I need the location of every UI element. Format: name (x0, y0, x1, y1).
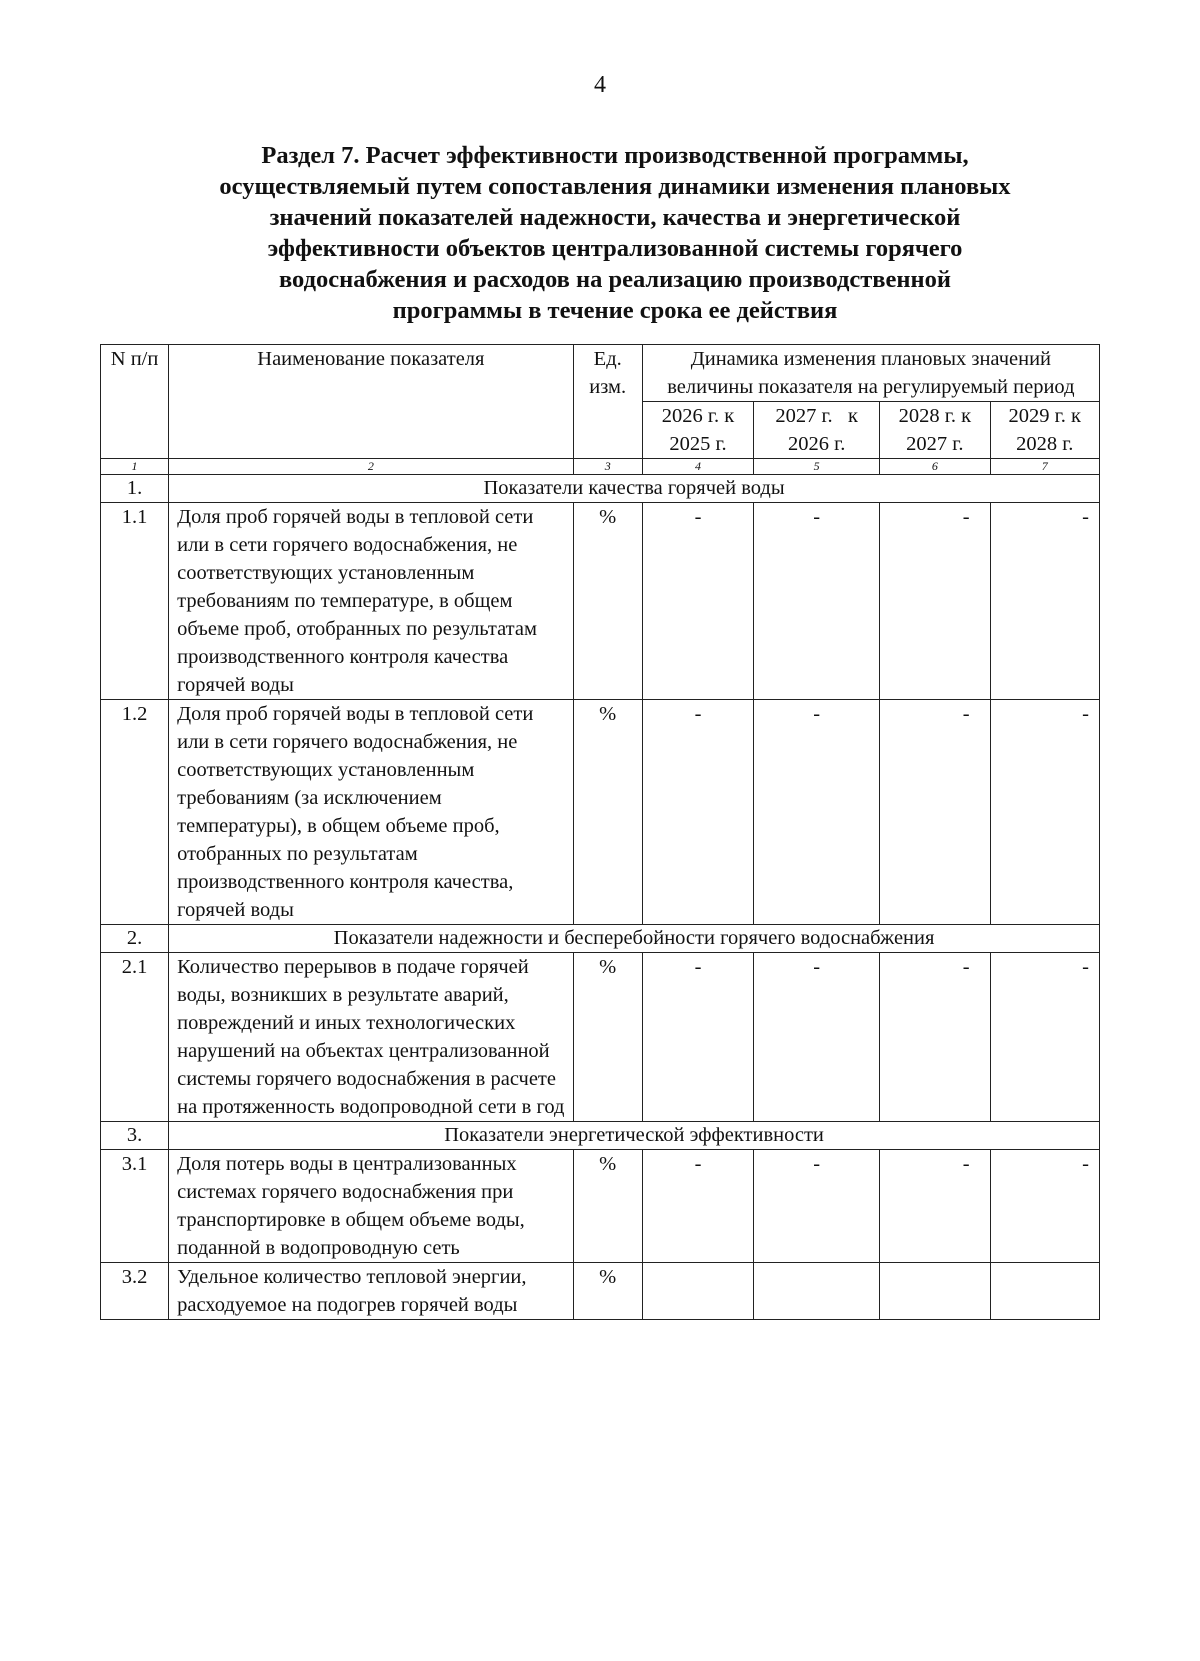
header-unit: Ед. изм. (573, 345, 642, 459)
indicator-value: - (642, 503, 753, 700)
column-numbers-row (101, 459, 1100, 475)
column-number: 3 (573, 459, 642, 475)
indicator-value: - (880, 1150, 990, 1263)
period-line: 2027 г. (906, 433, 964, 455)
indicator-unit: % (573, 700, 642, 925)
period-line: 2026 г. к (661, 405, 735, 427)
group-title: Показатели энергетической эффективности (169, 1122, 1100, 1150)
header-period (642, 402, 753, 459)
indicator-name: Доля потерь воды в централизованных системах горячего водоснабжения при транспортировке в общем объеме воды, поданной в водопроводную сеть (169, 1150, 574, 1263)
indicator-row (101, 953, 1100, 1122)
section-title-line: Раздел 7. Расчет эффективности производственной программы, (261, 142, 969, 169)
indicator-name: Доля проб горячей воды в тепловой сети или в сети горячего водоснабжения, не соответствующих установленным требованиям (за исключением температуры), в общем объеме проб, отобранных по результатам производственного контроля качества, горячей воды (169, 700, 574, 925)
indicators-table (100, 344, 1100, 1320)
indicator-unit: % (573, 1150, 642, 1263)
indicator-row (101, 503, 1100, 700)
column-number: 7 (990, 459, 1099, 475)
section-title-line: программы в течение срока ее действия (392, 297, 838, 324)
indicator-value: - (990, 953, 1099, 1122)
row-num: 1.2 (101, 700, 169, 925)
header-dynamics: Динамика изменения плановых значений величины показателя на регулируемый период (642, 345, 1099, 402)
indicator-name: Удельное количество тепловой энергии, расходуемое на подогрев горячей воды (169, 1263, 574, 1320)
group-num: 2. (101, 925, 169, 953)
indicator-value: - (880, 700, 990, 925)
group-num: 3. (101, 1122, 169, 1150)
indicator-value (880, 1263, 990, 1320)
column-number: 4 (642, 459, 753, 475)
indicator-unit: % (573, 953, 642, 1122)
page-number: 4 (594, 72, 606, 98)
header-num: N п/п (101, 345, 169, 459)
indicator-row (101, 700, 1100, 925)
indicator-row (101, 1263, 1100, 1320)
column-number: 5 (754, 459, 880, 475)
indicator-value (754, 1263, 880, 1320)
row-num: 3.2 (101, 1263, 169, 1320)
indicator-row (101, 1150, 1100, 1263)
group-row (101, 1122, 1100, 1150)
group-title: Показатели качества горячей воды (169, 475, 1100, 503)
indicator-value: - (990, 1150, 1099, 1263)
indicator-name: Количество перерывов в подаче горячей воды, возникших в результате аварий, повреждений и иных технологических нарушений на объектах централизованной системы горячего водоснабжения в расчете на протяженность водопроводной сети в год (169, 953, 574, 1122)
indicator-value: - (880, 503, 990, 700)
group-row (101, 475, 1100, 503)
period-line: 2029 г. к (1008, 405, 1081, 427)
row-num: 3.1 (101, 1150, 169, 1263)
indicator-value: - (990, 503, 1099, 700)
indicator-value: - (990, 700, 1099, 925)
section-title-line: водоснабжения и расходов на реализацию производственной (278, 266, 952, 293)
period-line: 2025 г. (669, 433, 727, 455)
section-title-line: эффективности объектов централизованной системы горячего (267, 235, 963, 262)
group-row (101, 925, 1100, 953)
header-period (754, 402, 880, 459)
period-line: 2026 г. (788, 433, 846, 455)
indicator-value: - (880, 953, 990, 1122)
section-title-line: осуществляемый путем сопоставления динамики изменения плановых (219, 173, 1011, 200)
indicator-unit: % (573, 503, 642, 700)
indicator-value: - (754, 503, 880, 700)
header-name: Наименование показателя (169, 345, 574, 459)
indicator-value: - (642, 953, 753, 1122)
indicator-unit: % (573, 1263, 642, 1320)
period-line: 2027 г. к (775, 405, 859, 427)
indicator-value: - (642, 1150, 753, 1263)
section-title-line: значений показателей надежности, качества и энергетической (269, 204, 961, 231)
indicator-name: Доля проб горячей воды в тепловой сети или в сети горячего водоснабжения, не соответствующих установленным требованиям по температуре, в общем объеме проб, отобранных по результатам производственного контроля качества горячей воды (169, 503, 574, 700)
group-num: 1. (101, 475, 169, 503)
indicator-value: - (754, 1150, 880, 1263)
header-period (880, 402, 990, 459)
column-number: 2 (169, 459, 574, 475)
column-number: 6 (880, 459, 990, 475)
indicator-value: - (754, 700, 880, 925)
header-period (990, 402, 1099, 459)
period-line: 2028 г. (1016, 433, 1074, 455)
indicator-value (990, 1263, 1099, 1320)
column-number: 1 (101, 459, 169, 475)
indicator-value (642, 1263, 753, 1320)
header-row (101, 345, 1100, 402)
period-line: 2028 г. к (898, 405, 972, 427)
row-num: 2.1 (101, 953, 169, 1122)
group-title: Показатели надежности и бесперебойности горячего водоснабжения (169, 925, 1100, 953)
indicator-value: - (642, 700, 753, 925)
row-num: 1.1 (101, 503, 169, 700)
section-title (120, 140, 1110, 326)
indicator-value: - (754, 953, 880, 1122)
